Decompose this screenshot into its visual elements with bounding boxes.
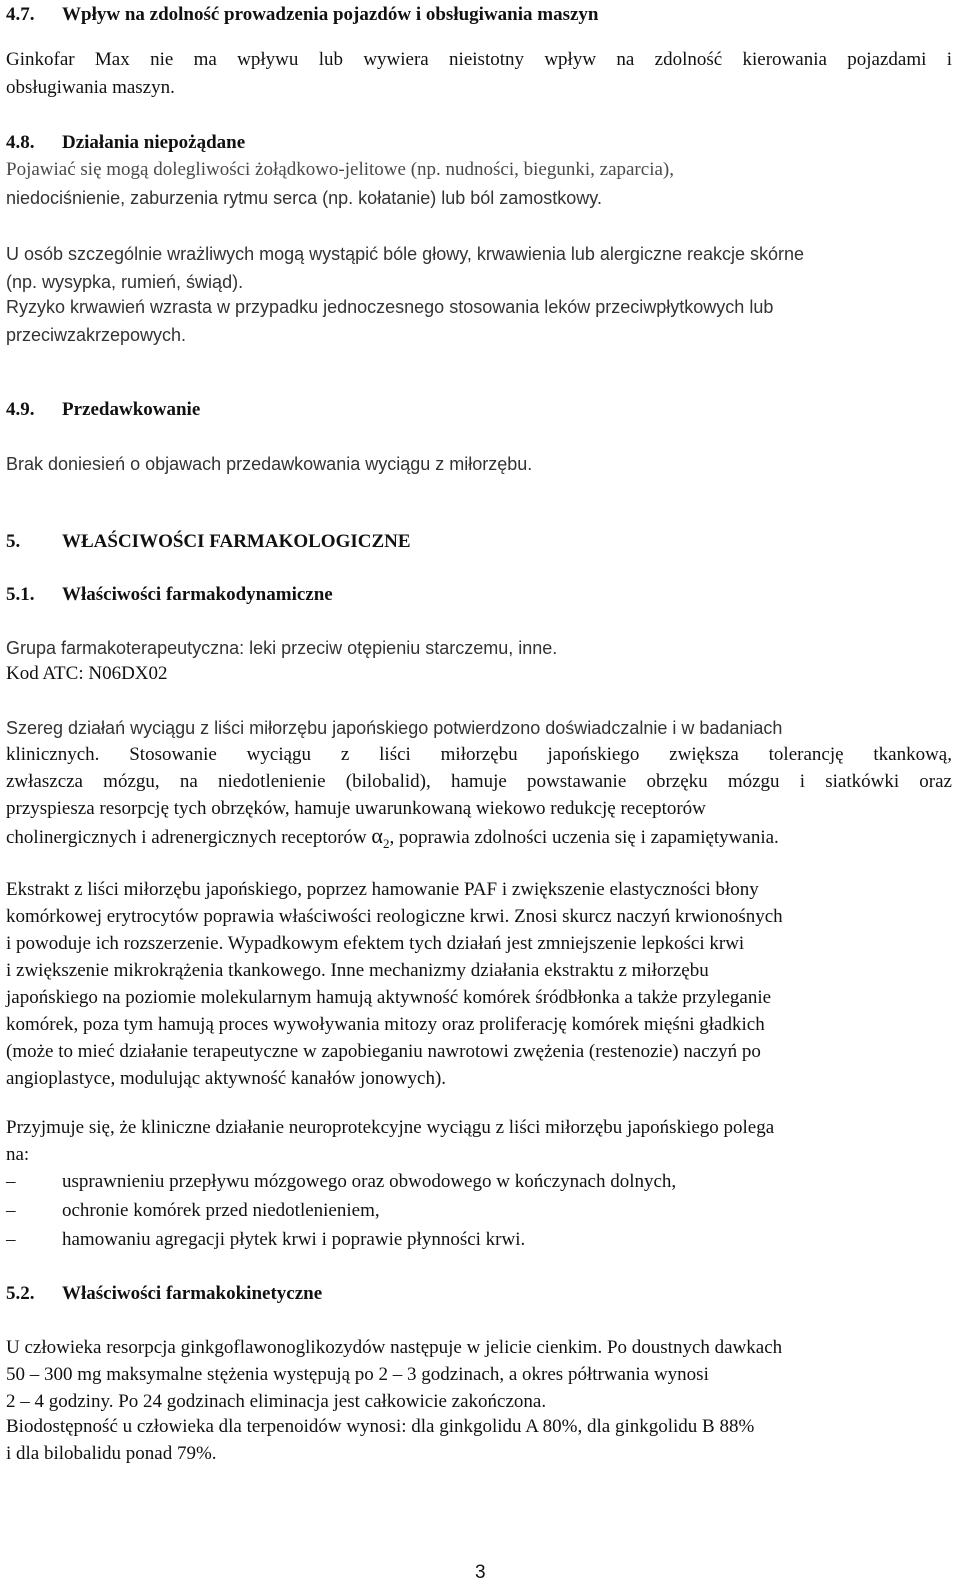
alpha-symbol: α	[371, 823, 383, 848]
paragraph-line: klinicznych. Stosowanie wyciągu z liści miłorzębu japońskiego zwiększa tolerancję tkankową,	[6, 744, 952, 765]
paragraph-line: obsługiwania maszyn.	[6, 77, 175, 98]
paragraph-line: 2 – 4 godziny. Po 24 godzinach eliminacja jest całkowicie zakończona.	[6, 1391, 547, 1412]
paragraph-line: i zwiększenie mikrokrążenia tkankowego. Inne mechanizmy działania ekstraktu z miłorzębu	[6, 960, 709, 981]
paragraph-line: i powoduje ich rozszerzenie. Wypadkowym efektem tych działań jest zmniejszenie lepkości krwi	[6, 933, 745, 954]
list-item: – ochronie komórek przed niedotlenieniem,	[6, 1200, 380, 1221]
paragraph-line: Szereg działań wyciągu z liści miłorzębu japońskiego potwierdzono doświadczalnie i w badaniach	[6, 718, 783, 738]
paragraph-line: japońskiego na poziomie molekularnym hamują aktywność komórek śródbłonka a także przyleganie	[6, 987, 772, 1008]
paragraph-line: przyspiesza resorpcję tych obrzęków, hamuje uwarunkowaną wiekowo redukcję receptorów	[6, 798, 706, 819]
paragraph-line: komórek, poza tym hamują proces wywoływania mitozy oraz proliferację komórek mięśni gładkich	[6, 1014, 765, 1035]
paragraph-line: Biodostępność u człowieka dla terpenoidów wynosi: dla ginkgolidu A 80%, dla ginkgolidu B 88%	[6, 1416, 755, 1437]
paragraph-line: U człowieka resorpcja ginkgoflawonoglikozydów następuje w jelicie cienkim. Po doustnych dawkach	[6, 1337, 783, 1358]
paragraph-line: Ryzyko krwawień wzrasta w przypadku jednoczesnego stosowania leków przeciwpłytkowych lub	[6, 297, 774, 317]
paragraph-line: Ginkofar Max nie ma wpływu lub wywiera nieistotny wpływ na zdolność kierowania pojazdami i	[6, 49, 952, 70]
paragraph-line: (może to mieć działanie terapeutyczne w zapobieganiu nawrotowi zwężenia (restenozie) naczyń po	[6, 1041, 761, 1062]
paragraph-line: Brak doniesień o objawach przedawkowania wyciągu z miłorzębu.	[6, 454, 533, 474]
list-item: – usprawnieniu przepływu mózgowego oraz obwodowego w kończynach dolnych,	[6, 1171, 677, 1192]
section-heading-4-8: 4.8. Działania niepożądane	[6, 132, 246, 153]
section-heading-5-1: 5.1. Właściwości farmakodynamiczne	[6, 584, 333, 605]
paragraph-line: zwłaszcza mózgu, na niedotlenienie (bilobalid), hamuje powstawanie obrzęku mózgu i siatkówki oraz	[6, 771, 952, 792]
section-heading-4-9: 4.9. Przedawkowanie	[6, 399, 201, 420]
atc-code: Kod ATC: N06DX02	[6, 663, 168, 684]
paragraph-line: U osób szczególnie wrażliwych mogą wystąpić bóle głowy, krwawienia lub alergiczne reakcje skórne	[6, 244, 805, 264]
paragraph-line: Ekstrakt z liści miłorzębu japońskiego, poprzez hamowanie PAF i zwiększenie elastyczności błony	[6, 879, 759, 900]
paragraph-line: komórkowej erytrocytów poprawia właściwości reologiczne krwi. Znosi skurcz naczyń krwionośnych	[6, 906, 783, 927]
paragraph-line: angioplastyce, modulując aktywność kanałów jonowych).	[6, 1068, 447, 1089]
bullet-dash: –	[6, 1229, 16, 1250]
section-heading-5: 5. WŁAŚCIWOŚCI FARMAKOLOGICZNE	[6, 531, 411, 552]
section-heading-5-2: 5.2. Właściwości farmakokinetyczne	[6, 1283, 323, 1304]
paragraph-line: Grupa farmakoterapeutyczna: leki przeciw otępieniu starczemu, inne.	[6, 638, 558, 658]
paragraph-line: na:	[6, 1144, 30, 1165]
paragraph-line: (np. wysypka, rumień, świąd).	[6, 272, 244, 292]
paragraph-line: niedociśnienie, zaburzenia rytmu serca (np. kołatanie) lub ból zamostkowy.	[6, 188, 602, 208]
list-item: – hamowaniu agregacji płytek krwi i poprawie płynności krwi.	[6, 1229, 526, 1250]
page-number: 3	[475, 1562, 486, 1583]
paragraph-line: Przyjmuje się, że kliniczne działanie neuroprotekcyjne wyciągu z liści miłorzębu japońskiego polega	[6, 1117, 775, 1138]
paragraph-line: cholinergicznych i adrenergicznych receptorów $\alpha_2$, poprawia zdolności uczenia się i zapamiętywania.	[6, 823, 779, 851]
paragraph-line: przeciwzakrzepowych.	[6, 325, 187, 345]
bullet-dash: –	[6, 1200, 16, 1221]
paragraph-line: i dla bilobalidu ponad 79%.	[6, 1443, 217, 1464]
paragraph-line: Pojawiać się mogą dolegliwości żołądkowo-jelitowe (np. nudności, biegunki, zaparcia),	[6, 159, 674, 180]
bullet-dash: –	[6, 1171, 16, 1192]
section-heading-4-7: 4.7. Wpływ na zdolność prowadzenia pojazdów i obsługiwania maszyn	[6, 4, 599, 25]
paragraph-line: 50 – 300 mg maksymalne stężenia występują po 2 – 3 godzinach, a okres półtrwania wynosi	[6, 1364, 709, 1385]
